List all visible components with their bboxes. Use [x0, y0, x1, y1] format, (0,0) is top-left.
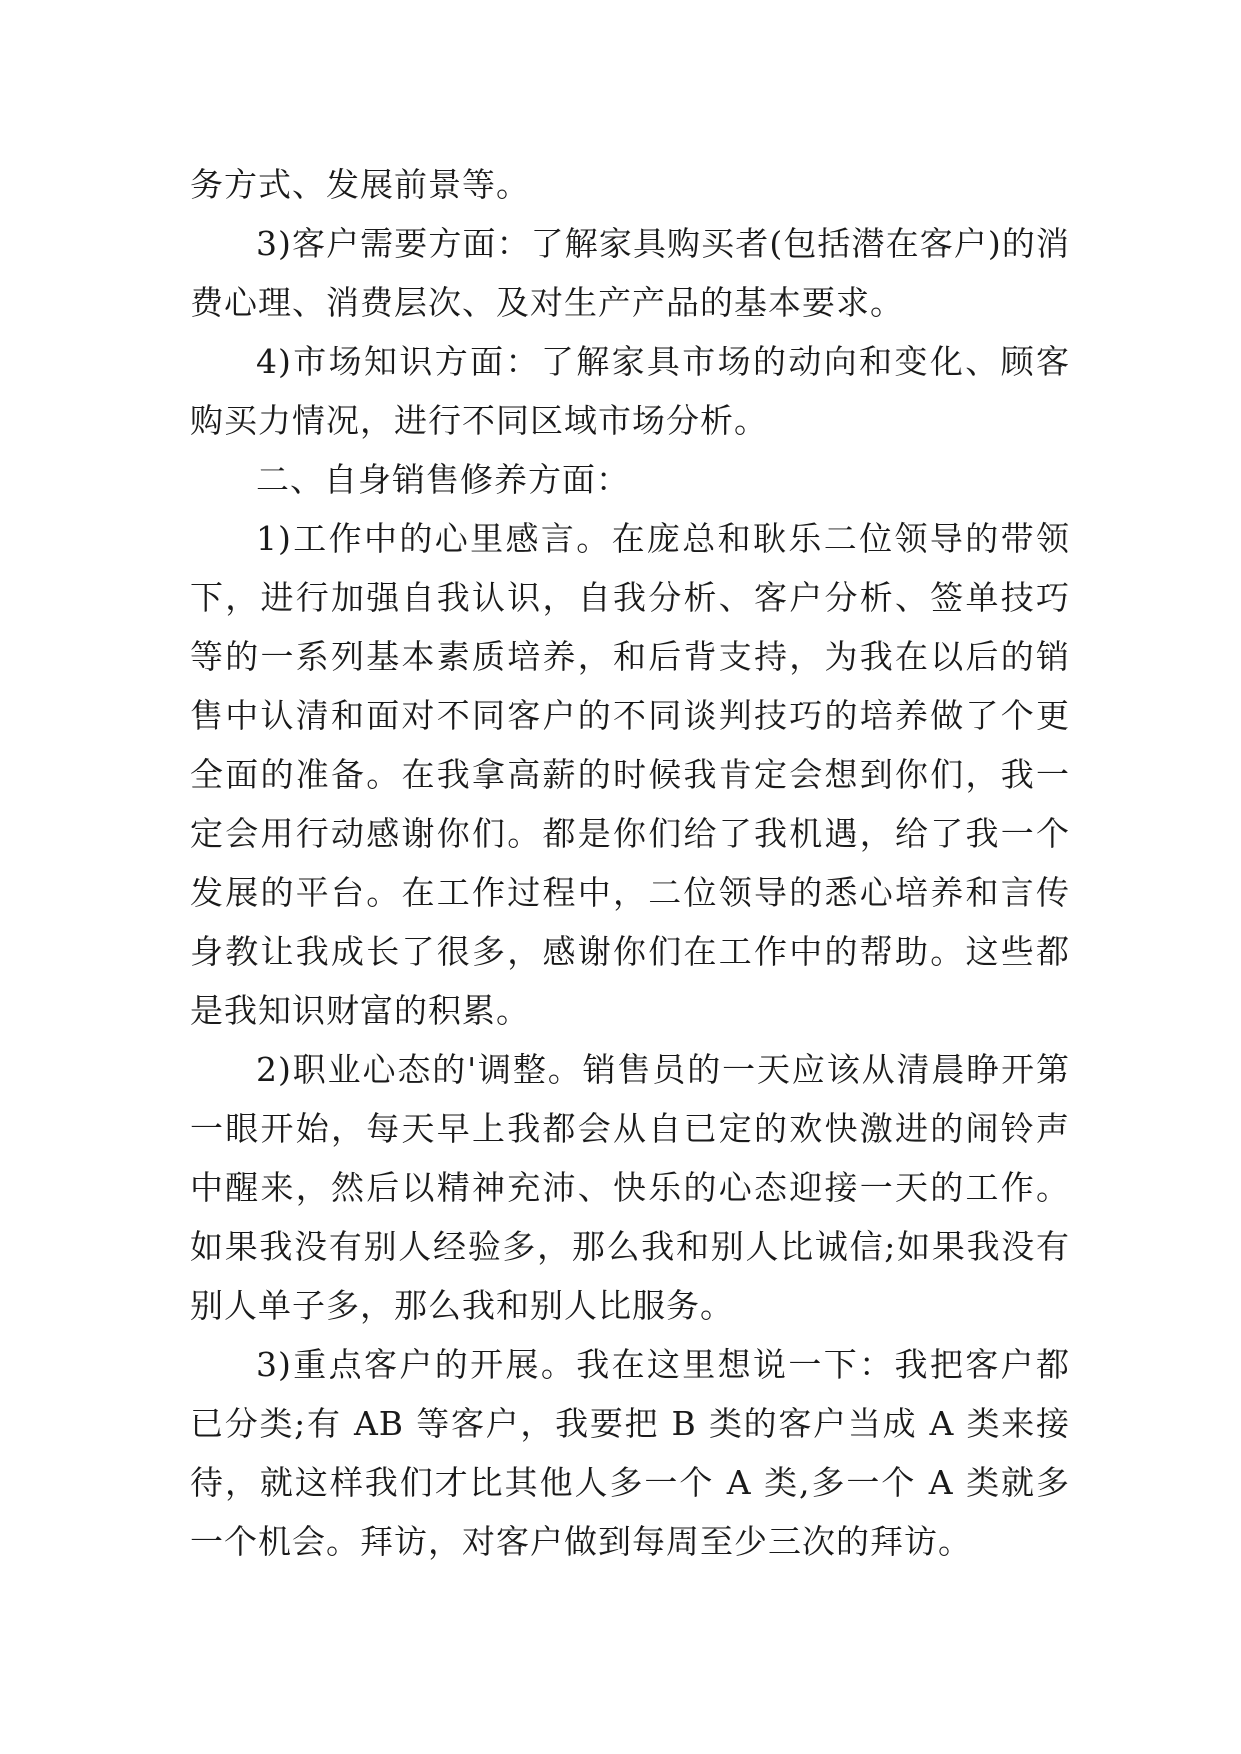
- document-body: [190, 155, 1070, 1571]
- paragraph-work-reflections: 1)工作中的心里感言。在庞总和耿乐二位领导的带领下，进行加强自我认识，自我分析、客户分析、签单技巧等的一系列基本素质培养，和后背支持，为我在以后的销售中认清和面对不同客户的不同谈判技巧的培养做了个更全面的准备。在我拿高薪的时候我肯定会想到你们，我一定会用行动感谢你们。都是你们给了我机遇，给了我一个发展的平台。在工作过程中，二位领导的悉心培养和言传身教让我成长了很多，感谢你们在工作中的帮助。这些都是我知识财富的积累。: [190, 519, 1070, 1030]
- paragraph-service-methods: 务方式、发展前景等。: [190, 165, 530, 204]
- paragraph-professional-mindset: 2)职业心态的'调整。销售员的一天应该从清晨睁开第一眼开始，每天早上我都会从自已定的欢快激进的闹铃声中醒来，然后以精神充沛、快乐的心态迎接一天的工作。如果我没有别人经验多，那么我和别人比诚信;如果我没有别人单子多，那么我和别人比服务。: [190, 1050, 1070, 1325]
- paragraph-key-customers: 3)重点客户的开展。我在这里想说一下：我把客户都已分类;有 AB 等客户，我要把 B 类的客户当成 A 类来接待，就这样我们才比其他人多一个 A 类,多一个 A 类就多一个机会。拜访，对客户做到每周至少三次的拜访。: [190, 1345, 1070, 1561]
- section-heading-sales-cultivation: 二、自身销售修养方面：: [256, 460, 630, 499]
- paragraph-market-knowledge: 4)市场知识方面：了解家具市场的动向和变化、顾客购买力情况，进行不同区域市场分析。: [190, 342, 1070, 440]
- paragraph-customer-needs: 3)客户需要方面：了解家具购买者(包括潜在客户)的消费心理、消费层次、及对生产产品的基本要求。: [190, 224, 1070, 322]
